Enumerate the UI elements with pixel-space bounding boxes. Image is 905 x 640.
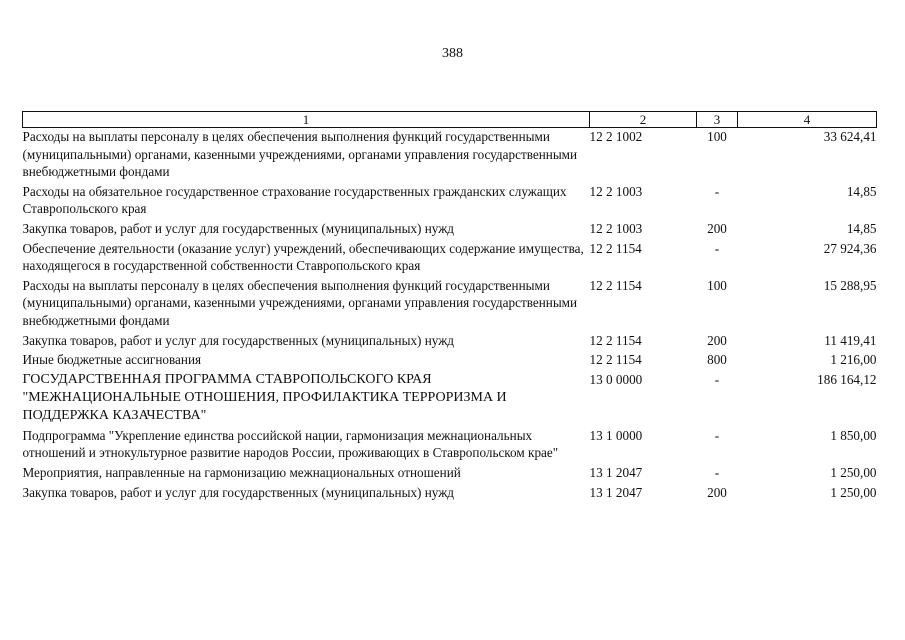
header-col-1: 1: [23, 112, 590, 128]
header-col-4: 4: [738, 112, 877, 128]
header-col-3: 3: [697, 112, 738, 128]
row-expense-type: -: [714, 464, 720, 480]
row-name: Подпрограмма "Укрепление единства российской нации, гармонизация межнациональных отношений и этнокультурное развитие народов России, проживающих в Ставропольском крае": [22, 427, 559, 461]
row-expense-type: 100: [707, 129, 727, 144]
row-name: Обеспечение деятельности (оказание услуг) учреждений, обеспечивающих содержание имущества, находящегося в государственной собственности Ставропольского края: [22, 240, 584, 274]
row-name: Закупка товаров, работ и услуг для государственных (муниципальных) нужд: [22, 332, 455, 348]
row-code: 12 2 1002: [589, 129, 643, 144]
row-expense-type: 200: [707, 220, 727, 236]
table-row: [23, 183, 877, 220]
row-expense-type: -: [714, 183, 720, 199]
row-code: 13 1 2047: [589, 464, 643, 480]
table-row: [23, 240, 877, 277]
row-name: Закупка товаров, работ и услуг для государственных (муниципальных) нужд: [22, 220, 455, 236]
row-amount: 14,85: [846, 220, 877, 236]
row-amount: 33 624,41: [823, 129, 877, 144]
row-expense-type: 800: [707, 352, 727, 368]
row-amount: 1 250,00: [830, 484, 877, 500]
row-code: 12 2 1154: [589, 277, 642, 293]
row-amount: 1 850,00: [830, 427, 877, 443]
row-amount: 186 164,12: [817, 371, 877, 387]
row-code: 12 2 1154: [589, 332, 642, 348]
table-row: [23, 277, 877, 332]
table-header: [23, 112, 877, 128]
row-name: Расходы на выплаты персоналу в целях обеспечения выполнения функций государственными (муниципальными) органами, казенными учреждениями, органами управления государственными внебюджетными фондами: [22, 129, 578, 180]
row-code: 13 1 0000: [589, 427, 643, 443]
row-expense-type: -: [714, 240, 720, 256]
row-amount: 1 216,00: [830, 352, 877, 368]
table-row: [23, 484, 877, 504]
table-body: [23, 128, 877, 504]
table-row: [23, 128, 877, 183]
budget-table: [22, 111, 877, 503]
table-row: [23, 427, 877, 464]
row-code: 12 2 1003: [589, 220, 643, 236]
row-amount: 1 250,00: [830, 464, 877, 480]
row-amount: 11 419,41: [824, 332, 877, 348]
row-code: 12 2 1154: [589, 352, 642, 368]
row-code: 12 2 1003: [589, 183, 643, 199]
row-expense-type: 100: [707, 277, 727, 293]
row-name: Расходы на обязательное государственное страхование государственных гражданских служащих Ставропольского края: [22, 183, 567, 217]
row-expense-type: 200: [707, 332, 727, 348]
table-row-program: [23, 371, 877, 427]
row-name: ГОСУДАРСТВЕННАЯ ПРОГРАММА СТАВРОПОЛЬСКОГО КРАЯ "МЕЖНАЦИОНАЛЬНЫЕ ОТНОШЕНИЯ, ПРОФИЛАКТИКА ТЕРРОРИЗМА И ПОДДЕРЖКА КАЗАЧЕСТВА": [22, 371, 507, 423]
page-number: 388: [442, 46, 463, 61]
table-row: [23, 332, 877, 352]
row-code: 13 0 0000: [589, 371, 643, 387]
row-amount: 27 924,36: [823, 240, 877, 256]
table-row: [23, 220, 877, 240]
header-col-2: 2: [590, 112, 697, 128]
table-row: [23, 464, 877, 484]
row-amount: 15 288,95: [823, 277, 877, 293]
table-row: [23, 351, 877, 371]
row-expense-type: 200: [707, 484, 727, 500]
row-amount: 14,85: [846, 183, 877, 199]
header-row: [23, 112, 877, 128]
row-expense-type: -: [714, 371, 720, 387]
row-name: Закупка товаров, работ и услуг для государственных (муниципальных) нужд: [22, 484, 455, 500]
row-name: Расходы на выплаты персоналу в целях обеспечения выполнения функций государственными (муниципальными) органами, казенными учреждениями, органами управления государственными внебюджетными фондами: [22, 277, 578, 328]
row-name: Мероприятия, направленные на гармонизацию межнациональных отношений: [22, 464, 461, 480]
row-expense-type: -: [714, 427, 720, 443]
row-code: 13 1 2047: [589, 484, 643, 500]
row-code: 12 2 1154: [589, 240, 642, 256]
row-name: Иные бюджетные ассигнования: [22, 352, 202, 368]
